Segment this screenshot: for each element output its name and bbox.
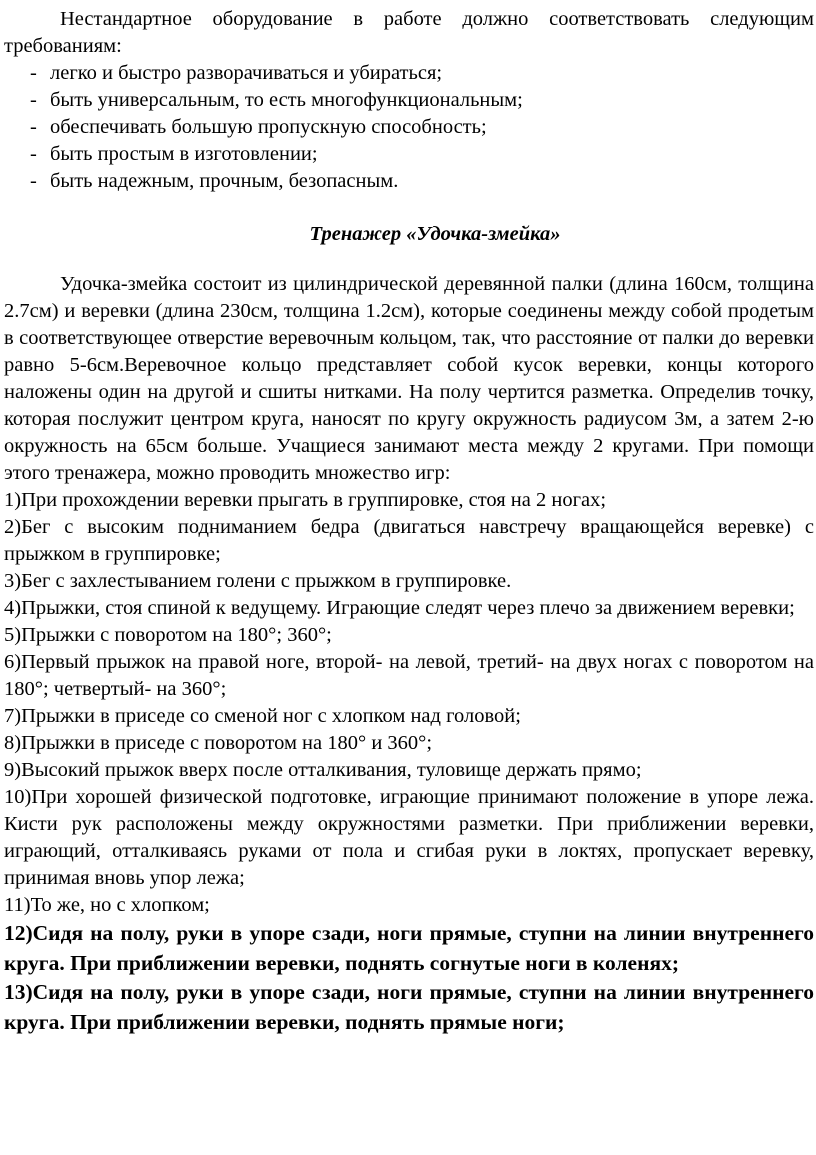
game-item: 2)Бег с высоким подниманием бедра (двигаться навстречу вращающейся веревке) с прыжком в группировке;: [4, 516, 814, 565]
dash-marker: -: [30, 89, 37, 111]
dash-marker: -: [30, 116, 37, 138]
requirement-item: [4, 87, 814, 114]
section-title-text: Тренажер «Удочка-змейка»: [309, 223, 561, 245]
game-item: 7)Прыжки в приседе со сменой ног с хлопком над головой;: [4, 705, 521, 727]
game-item: 8)Прыжки в приседе с поворотом на 180° и 360°;: [4, 732, 433, 754]
game-item: 10)При хорошей физической подготовке, играющие принимают положение в упоре лежа. Кисти рук расположены между окружностями разметки. При приближении веревки, играющий, отталкиваясь руками от пола и сгибая руки в локтях, пропускает веревку, принимая вновь упор лежа;: [4, 786, 814, 889]
game-item: 1)При прохождении веревки прыгать в группировке, стоя на 2 ногах;: [4, 489, 607, 511]
requirement-text: быть универсальным, то есть многофункциональным;: [50, 89, 523, 111]
game-item-bold: 12)Сидя на полу, руки в упоре сзади, ноги прямые, ступни на линии внутреннего круга. При приближении веревки, поднять согнутые ноги в коленях;: [4, 921, 814, 975]
section-title: [4, 221, 814, 248]
games-list: [4, 487, 814, 1037]
dash-marker: -: [30, 62, 37, 84]
requirement-item: [4, 114, 814, 141]
requirement-text: быть надежным, прочным, безопасным.: [50, 170, 399, 192]
requirement-text: легко и быстро разворачиваться и убираться;: [50, 62, 443, 84]
game-item: 4)Прыжки, стоя спиной к ведущему. Играющие следят через плечо за движением веревки;: [4, 597, 795, 619]
game-item: 3)Бег с захлестыванием голени с прыжком в группировке.: [4, 570, 512, 592]
game-item: 9)Высокий прыжок вверх после отталкивания, туловище держать прямо;: [4, 759, 642, 781]
requirement-item: [4, 168, 814, 195]
game-item-bold: 13)Сидя на полу, руки в упоре сзади, ноги прямые, ступни на линии внутреннего круга. При приближении веревки, поднять прямые ноги;: [4, 980, 814, 1034]
dash-marker: -: [30, 170, 37, 192]
description-paragraph: Удочка-змейка состоит из цилиндрической деревянной палки (длина 160см, толщина 2.7см) и веревки (длина 230см, толщина 1.2см), которые соединены между собой продетым в соответствующее отверстие веревочным кольцом, так, что расстояние от палки до веревки равно 5-6см.Веревочное кольцо представляет собой кусок веревки, концы которого наложены один на другой и сшиты нитками. На полу чертится разметка. Определив точку, которая послужит центром круга, наносят по кругу окружность радиусом 3м, а затем 2-ю окружность на 65см больше. Учащиеся занимают места между 2 кругами. При помощи этого тренажера, можно проводить множество игр:: [4, 273, 814, 484]
requirement-text: быть простым в изготовлении;: [50, 143, 318, 165]
requirement-text: обеспечивать большую пропускную способность;: [50, 116, 487, 138]
game-item: 11)То же, но с хлопком;: [4, 894, 210, 916]
game-item: 5)Прыжки с поворотом на 180°; 360°;: [4, 624, 332, 646]
requirements-list: [4, 60, 814, 195]
requirement-item: [4, 60, 814, 87]
requirement-item: [4, 141, 814, 168]
game-item: 6)Первый прыжок на правой ноге, второй- на левой, третий- на двух ногах с поворотом на 180°; четвертый- на 360°;: [4, 651, 814, 700]
dash-marker: -: [30, 143, 37, 165]
intro-paragraph: Нестандартное оборудование в работе должно соответствовать следующим требованиям:: [4, 8, 814, 57]
